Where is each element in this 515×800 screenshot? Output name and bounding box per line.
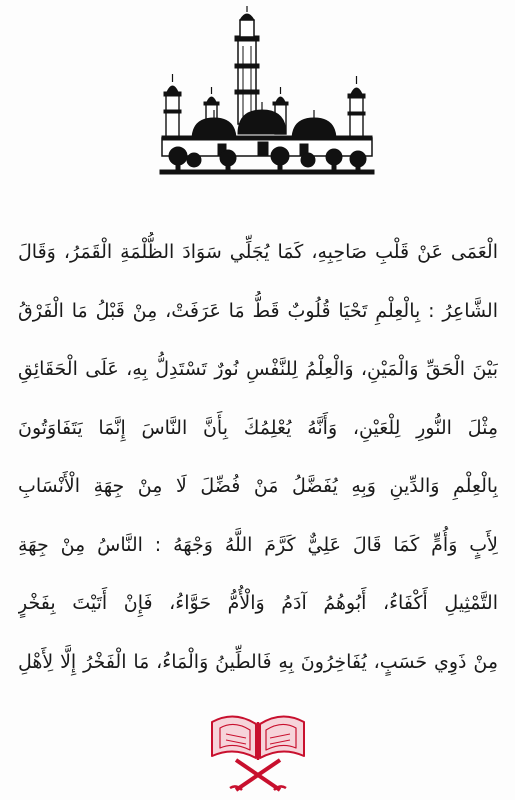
text-line-5: بِالْعِلْمِ وَالدِّينِ وَبِهِ يُفَضَّلُ مَنْ فُضِّلَ لَا مِنْ جِهَةِ الْأَنْسَابِ — [18, 475, 498, 497]
text-line-2: الشَّاعِرُ : بِالْعِلْمِ تَحْيَا قُلُوبٌ قَطُّ مَا عَرَفَتْ، مِنْ قَبْلُ مَا الْفَرْقُ — [18, 299, 498, 322]
text-line-6: لِأَبٍ وَأُمٍّ كَمَا قَالَ عَلِيٌّ كَرَّمَ اللَّهُ وَجْهَهُ : النَّاسُ مِنْ جِهَةِ — [18, 533, 498, 556]
text-line-7: التَّمْثِيلِ أَكْفَاءُ، أَبُوهُمُ آدَمُ وَالْأُمُّ حَوَّاءُ، فَإِنْ أَتَيْتَ بِفَخْرٍ — [18, 592, 498, 614]
arabic-text-block — [18, 232, 498, 700]
text-line-4: مِثْلَ النُّورِ لِلْعَيْنِ، وَأَنَّهُ يُعْلِمُكَ بِأَنَّ النَّاسَ إِنَّمَا يَتَفَاوَتُونَ — [18, 416, 498, 439]
text-line-3: بَيْنَ الْحَقِّ وَالْمَيْنِ، وَالْعِلْمُ لِلنَّفْسِ نُورٌ تَسْتَدِلُّ بِهِ، عَلَى الْحَقَائِقِ — [18, 358, 498, 380]
mosque-illustration — [158, 6, 376, 176]
text-line-8: مِنْ ذَوِي حَسَبٍ، يُفَاخِرُونَ بِهِ فَالطِّينُ وَالْمَاءُ، مَا الْفَخْرُ إِلَّا لِأَهْلِ — [18, 650, 498, 673]
text-line-1: الْعَمَى عَنْ قَلْبِ صَاحِبِهِ، كَمَا يُجَلِّي سَوَادَ الظُّلْمَةِ الْقَمَرُ، وَقَالَ — [18, 241, 498, 263]
quran-on-stand-icon — [206, 700, 310, 794]
